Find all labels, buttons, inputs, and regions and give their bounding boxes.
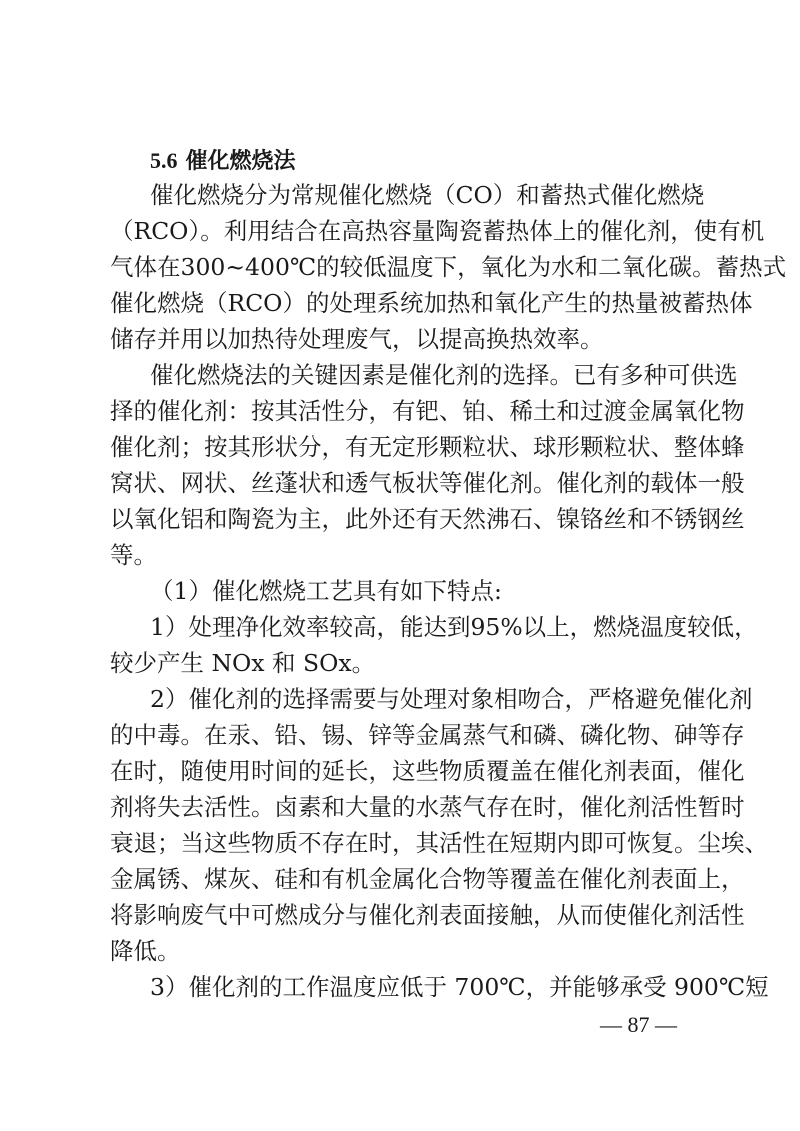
page-number: — 87 — bbox=[600, 1012, 677, 1037]
paragraph-line: 催化燃烧法的关键因素是催化剂的选择。已有多种可供选 bbox=[150, 361, 738, 389]
paragraph-line: 气体在300~400℃的较低温度下，氧化为水和二氧化碳。蓄热式 bbox=[110, 253, 787, 281]
list-item-line: 降低。 bbox=[110, 937, 181, 965]
list-item-line: 3）催化剂的工作温度应低于 700℃，并能够承受 900℃短 bbox=[150, 973, 769, 1001]
list-item-line: 的中毒。在汞、铅、锡、锌等金属蒸气和磷、磷化物、砷等存 bbox=[110, 721, 745, 749]
list-heading: （1）催化燃烧工艺具有如下特点: bbox=[150, 577, 502, 605]
list-item-line: 较少产生 NOx 和 SOx。 bbox=[110, 649, 376, 677]
paragraph-line: 储存并用以加热待处理废气，以提高换热效率。 bbox=[110, 325, 604, 353]
list-item-line: 2）催化剂的选择需要与处理对象相吻合，严格避免催化剂 bbox=[150, 685, 753, 713]
paragraph-line: 催化剂；按其形状分，有无定形颗粒状、球形颗粒状、整体蜂 bbox=[110, 433, 745, 461]
paragraph-line: 等。 bbox=[110, 541, 157, 569]
paragraph-line: 催化燃烧分为常规催化燃烧（CO）和蓄热式催化燃烧 bbox=[150, 181, 705, 209]
list-item-line: 剂将失去活性。卤素和大量的水蒸气存在时，催化剂活性暂时 bbox=[110, 793, 745, 821]
paragraph-line: 催化燃烧（RCO）的处理系统加热和氧化产生的热量被蓄热体 bbox=[110, 289, 753, 317]
list-item-line: 将影响废气中可燃成分与催化剂表面接触，从而使催化剂活性 bbox=[110, 901, 745, 929]
section-title: 催化燃烧法 bbox=[185, 148, 296, 174]
section-number: 5.6 bbox=[150, 148, 178, 173]
list-item-line: 金属锈、煤灰、硅和有机金属化合物等覆盖在催化剂表面上， bbox=[110, 865, 745, 893]
list-item-line: 衰退；当这些物质不存在时，其活性在短期内即可恢复。尘埃、 bbox=[110, 829, 768, 857]
paragraph-line: （RCO）。利用结合在高热容量陶瓷蓄热体上的催化剂，使有机 bbox=[110, 217, 765, 245]
section-heading bbox=[150, 146, 296, 176]
list-item-line: 在时，随使用时间的延长，这些物质覆盖在催化剂表面，催化 bbox=[110, 757, 745, 785]
paragraph-line: 以氧化铝和陶瓷为主，此外还有天然沸石、镍铬丝和不锈钢丝 bbox=[110, 505, 745, 533]
list-item-line: 1）处理净化效率较高，能达到95%以上，燃烧温度较低， bbox=[150, 613, 758, 641]
paragraph-line: 窝状、网状、丝蓬状和透气板状等催化剂。催化剂的载体一般 bbox=[110, 469, 745, 497]
paragraph-line: 择的催化剂：按其活性分，有钯、铂、稀土和过渡金属氧化物 bbox=[110, 397, 745, 425]
